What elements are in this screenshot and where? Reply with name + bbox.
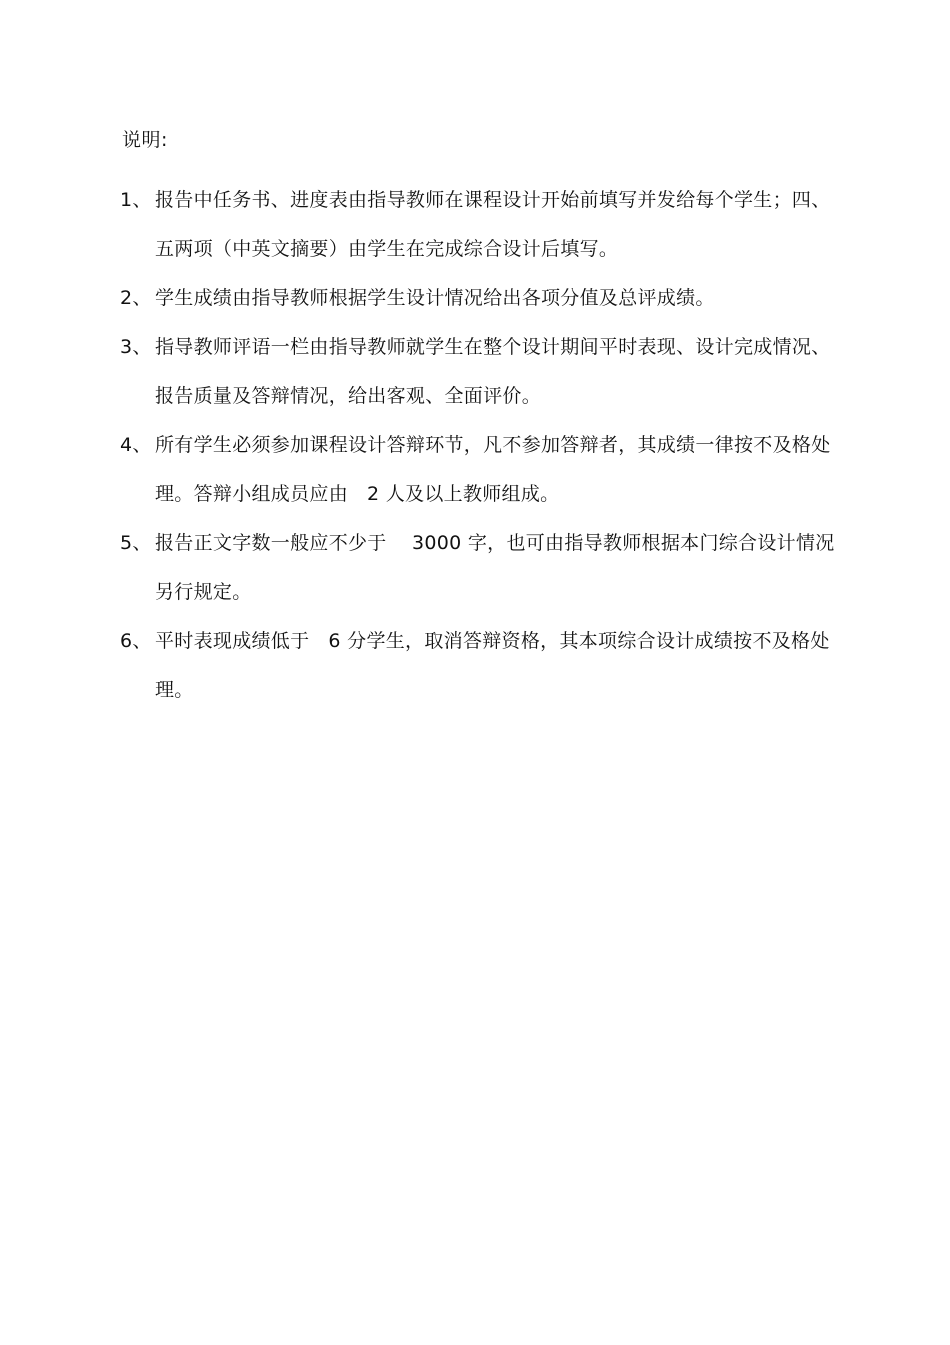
note-number: 3、 <box>120 336 152 358</box>
note-item-4 <box>120 421 840 519</box>
note-number: 4、 <box>120 434 152 456</box>
note-item-6 <box>120 617 840 715</box>
note-item-2 <box>120 274 840 323</box>
note-number: 5、 <box>120 532 152 554</box>
note-item-5 <box>120 519 840 617</box>
note-text: 指导教师评语一栏由指导教师就学生在整个设计期间平时表现、设计完成情况、报告质量及答辩情况，给出客观、全面评价。 <box>155 336 831 407</box>
heading: 说明: <box>122 129 168 151</box>
note-text: 学生成绩由指导教师根据学生设计情况给出各项分值及总评成绩。 <box>155 287 715 309</box>
note-text: 报告中任务书、进度表由指导教师在课程设计开始前填写并发给每个学生；四、五两项（中英文摘要）由学生在完成综合设计后填写。 <box>155 189 831 260</box>
notes-list <box>120 176 840 715</box>
note-number: 1、 <box>120 189 152 211</box>
note-text: 平时表现成绩低于 6 分学生，取消答辩资格，其本项综合设计成绩按不及格处理。 <box>155 630 830 701</box>
note-number: 6、 <box>120 630 152 652</box>
note-item-1 <box>120 176 840 274</box>
note-number: 2、 <box>120 287 152 309</box>
note-text: 报告正文字数一般应不少于 3000 字，也可由指导教师根据本门综合设计情况另行规定。 <box>155 532 835 603</box>
note-item-3 <box>120 323 840 421</box>
note-text: 所有学生必须参加课程设计答辩环节，凡不参加答辩者，其成绩一律按不及格处理。答辩小组成员应由 2 人及以上教师组成。 <box>155 434 831 505</box>
